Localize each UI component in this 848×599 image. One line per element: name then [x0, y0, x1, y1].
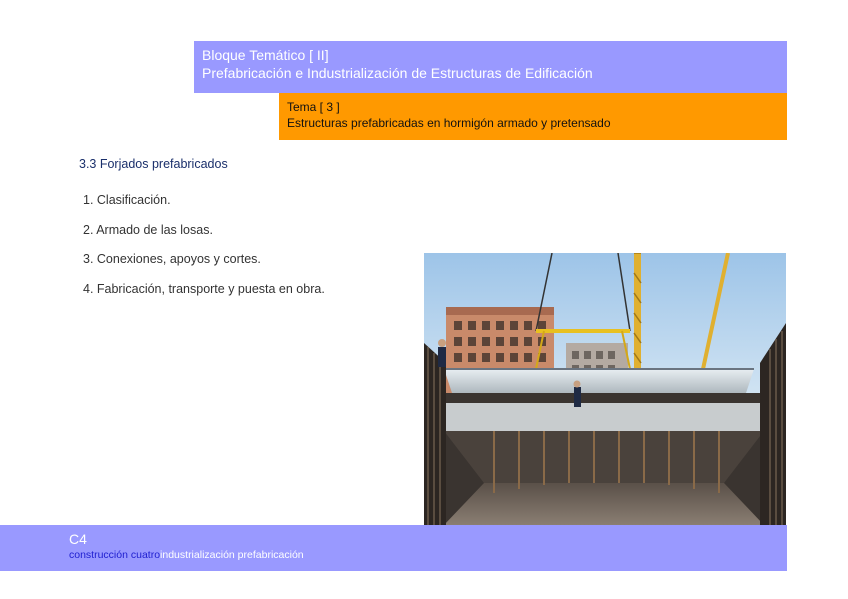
outline-item: 1. Clasificación. [83, 193, 171, 207]
outline-item: 4. Fabricación, transporte y puesta en obra. [83, 281, 325, 296]
block-title: Bloque Temático [ II] [202, 47, 329, 63]
tema-title: Estructuras prefabricadas en hormigón armado y pretensado [287, 116, 611, 130]
outline-item: 3. Conexiones, apoyos y cortes. [83, 252, 261, 266]
subject-name: industrialización prefabricación [160, 549, 304, 561]
tema-header [279, 93, 787, 140]
block-subtitle: Prefabricación e Industrialización de Estructuras de Edificación [202, 65, 593, 81]
section-title: 3.3 Forjados prefabricados [79, 157, 228, 171]
block-header [194, 41, 787, 93]
course-code: C4 [69, 531, 87, 547]
tema-number: Tema [ 3 ] [287, 100, 340, 114]
footer-caption [69, 548, 787, 562]
brand-name: construcción cuatro [69, 549, 161, 561]
outline-list [83, 192, 325, 310]
outline-item: 2. Armado de las losas. [83, 222, 213, 237]
construction-photo [424, 253, 786, 525]
footer-band [0, 525, 787, 571]
